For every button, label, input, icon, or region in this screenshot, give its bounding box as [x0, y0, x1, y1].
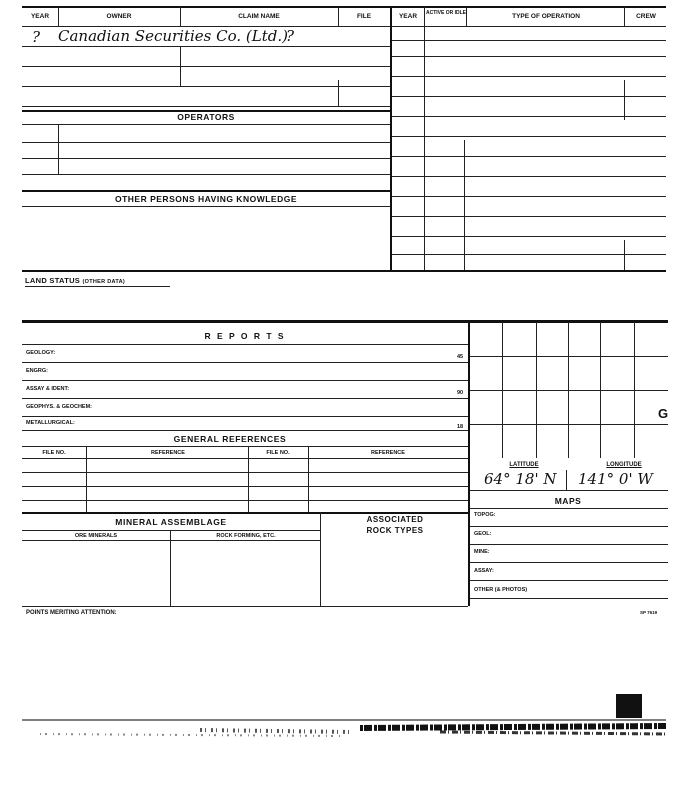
row-line — [22, 398, 468, 399]
form-code: SP 7619 — [640, 610, 658, 615]
grid-row — [470, 390, 668, 391]
top-border — [22, 6, 666, 8]
right-panel-divider — [468, 322, 470, 606]
row-line — [392, 176, 666, 177]
sep — [58, 124, 59, 174]
section-bottom-line — [22, 606, 468, 607]
sep — [466, 7, 467, 26]
row-line — [392, 216, 666, 217]
report-geophys: GEOPHYS. & GEOCHEM: — [26, 404, 93, 410]
row-line — [392, 196, 666, 197]
row-line — [22, 530, 320, 531]
col-file-no: FILE NO. — [42, 450, 66, 456]
sep — [170, 530, 171, 606]
other-persons-top-line — [22, 190, 390, 192]
report-metallurgical: METALLURGICAL: — [26, 420, 75, 426]
row-line — [22, 66, 390, 67]
row-line — [470, 526, 668, 527]
row-line — [392, 136, 666, 137]
row-line — [22, 458, 468, 459]
maps-topog: TOPOG: — [474, 512, 496, 518]
row-line — [22, 86, 390, 87]
col-reference: REFERENCE — [151, 450, 185, 456]
row-line — [470, 544, 668, 545]
row-line — [22, 430, 468, 431]
sep — [424, 7, 425, 272]
sep — [180, 7, 181, 26]
row-line — [392, 40, 666, 41]
row-line — [22, 142, 390, 143]
sep — [248, 446, 249, 512]
side-mark: G — [658, 406, 669, 421]
sep — [308, 446, 309, 512]
latitude-label: LATITUDE — [509, 462, 539, 468]
row-line — [22, 380, 468, 381]
report-geology-num: 45 — [457, 354, 464, 360]
sep — [566, 470, 567, 490]
latitude-value: 64° 18' N — [484, 470, 557, 488]
report-metallurgical-num: 18 — [457, 424, 464, 430]
row-line — [22, 206, 390, 207]
row-line — [22, 540, 320, 541]
top-table-bottom-line — [22, 270, 666, 272]
row-line — [392, 156, 666, 157]
row-line — [470, 562, 668, 563]
header-claim-name: CLAIM NAME — [238, 13, 280, 20]
row-line — [392, 254, 666, 255]
report-assay: ASSAY & IDENT: — [26, 386, 70, 392]
row-line — [22, 486, 468, 487]
sep — [464, 140, 465, 272]
longitude-value: 141° 0' W — [578, 470, 653, 488]
row-line — [22, 174, 390, 175]
header-crew: CREW — [636, 13, 656, 20]
col-reference-2: REFERENCE — [371, 450, 405, 456]
sep — [338, 7, 339, 26]
row-line — [22, 46, 390, 47]
report-assay-num: 90 — [457, 390, 464, 396]
sep — [86, 446, 87, 512]
associated-heading: ASSOCIATED — [366, 515, 424, 524]
row1-owner: Canadian Securities Co. (Ltd.) — [58, 27, 288, 45]
points-meriting-label: POINTS MERITING ATTENTION: — [26, 610, 117, 616]
sep — [624, 7, 625, 26]
grid-row — [470, 424, 668, 425]
row-line — [470, 598, 668, 599]
row-line — [392, 96, 666, 97]
maps-other: OTHER (& PHOTOS) — [474, 587, 528, 593]
col-rock-forming: ROCK FORMING, ETC. — [216, 533, 276, 539]
col-ore-minerals: ORE MINERALS — [74, 533, 118, 539]
col-file-no-2: FILE NO. — [266, 450, 290, 456]
header-year: YEAR — [30, 13, 50, 20]
maps-assay: ASSAY: — [474, 568, 494, 574]
row-line — [470, 508, 668, 509]
sep — [58, 7, 59, 26]
row-line — [392, 56, 666, 57]
row-line — [392, 76, 666, 77]
reports-top-border — [22, 320, 668, 323]
sep — [338, 80, 339, 106]
land-status-text: LAND STATUS — [25, 276, 81, 285]
land-status-label — [25, 276, 125, 285]
grid-row — [470, 356, 668, 357]
operators-heading: OPERATORS — [177, 112, 235, 122]
header-year-2: YEAR — [398, 13, 418, 20]
other-persons-heading: OTHER PERSONS HAVING KNOWLEDGE — [114, 194, 298, 204]
row-line — [470, 490, 668, 491]
scan-noise-band — [0, 714, 678, 754]
sep — [180, 46, 181, 86]
report-engrg: ENGRG: — [26, 368, 48, 374]
land-status-sub: (OTHER DATA) — [82, 279, 125, 285]
row-line — [392, 116, 666, 117]
row-line — [22, 158, 390, 159]
sep — [320, 512, 321, 606]
row-line — [22, 500, 468, 501]
report-geology: GEOLOGY: — [26, 350, 56, 356]
row-line — [392, 236, 666, 237]
header-file: FILE — [356, 13, 372, 20]
land-status-underline — [25, 286, 170, 287]
header-type-of-operation: TYPE OF OPERATION — [512, 13, 580, 20]
general-references-heading: GENERAL REFERENCES — [173, 434, 287, 444]
header-owner: OWNER — [106, 13, 132, 20]
row-line — [22, 472, 468, 473]
row-line — [22, 416, 468, 417]
right-block-divider — [390, 7, 392, 272]
general-references-bottom-line — [22, 512, 468, 514]
sep — [624, 240, 625, 272]
row-line — [22, 106, 390, 107]
row1-year: ? — [32, 28, 41, 46]
longitude-label: LONGITUDE — [606, 462, 642, 468]
maps-mine: MINE: — [474, 549, 490, 555]
rock-types-heading: ROCK TYPES — [366, 526, 424, 535]
maps-geol: GEOL: — [474, 531, 492, 537]
row1-claim-name: ? — [286, 27, 295, 45]
maps-heading: MAPS — [554, 496, 582, 506]
row-line — [470, 580, 668, 581]
row-line — [22, 124, 390, 125]
header-active-idle: ACTIVE OR IDLE — [426, 10, 467, 16]
mineral-assemblage-heading: MINERAL ASSEMBLAGE — [115, 517, 227, 527]
row-line — [22, 344, 468, 345]
row-line — [22, 446, 468, 447]
reports-heading: R E P O R T S — [204, 331, 286, 341]
sep — [624, 80, 625, 120]
row-line — [22, 362, 468, 363]
